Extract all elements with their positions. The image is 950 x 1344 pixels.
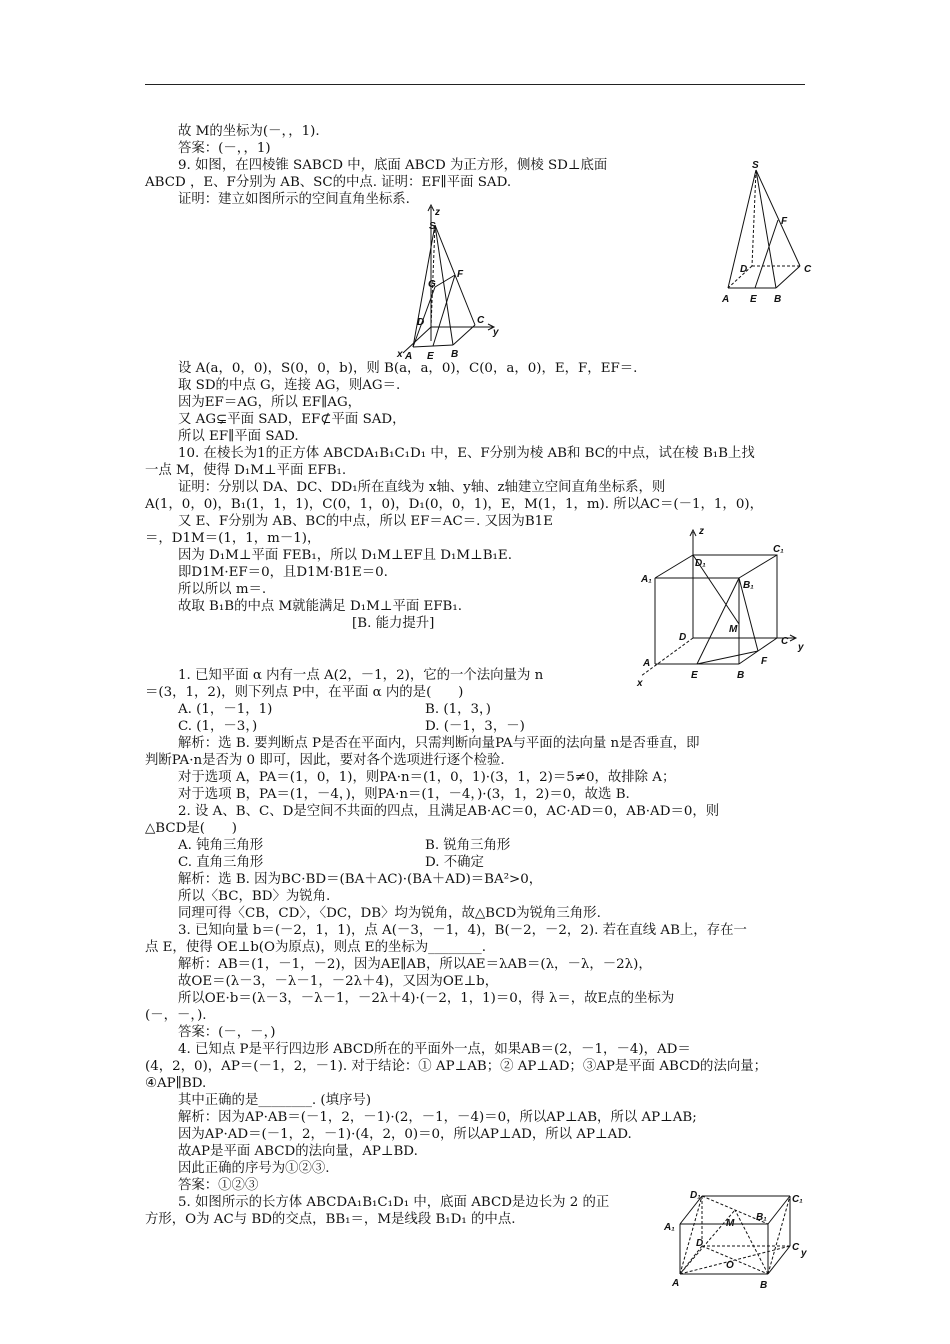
- text-line: 故取 B₁B的中点 M就能满足 D₁M⊥平面 EFB₁.: [178, 599, 463, 614]
- label-F: F: [761, 656, 768, 667]
- label-B: B: [451, 349, 459, 360]
- label-B1: B₁: [756, 1212, 767, 1223]
- text-line: 1. 已知平面 α 内有一点 A(2，－1，2)，它的一个法向量为 n: [178, 668, 544, 683]
- text-line: 因为 D₁M⊥平面 FEB₁，所以 D₁M⊥EF且 D₁M⊥B₁E.: [178, 548, 512, 563]
- text-line: 3. 已知向量 b＝(－2，1，1)，点 A(－3，－1，4)，B(－2，－2，2). 若在直线 AB上，存在一: [178, 923, 747, 938]
- text-line: 设 A(a，0，0)，S(0，0，b)，则 B(a，a，0)，C(0，a，0)，E，F，EF＝.: [178, 361, 638, 376]
- label-B1: B₁: [743, 580, 754, 591]
- text-line: 4. 已知点 P是平行四边形 ABCD所在的平面外一点，如果AB＝(2，－1，－4)，AD＝: [178, 1042, 691, 1057]
- section-heading: [B. 能力提升]: [352, 616, 435, 631]
- text-line: 证明：分别以 DA、DC、DD₁所在直线为 x轴、y轴、z轴建立空间直角坐标系，则: [178, 480, 666, 495]
- cuboid-figure: [660, 1188, 810, 1292]
- option-b: B. 锐角三角形: [425, 838, 511, 853]
- text-line: 解析：因为AP·AB＝(－1，2，－1)·(2，－1，－4)＝0，所以AP⊥AB，所以 AP⊥AB;: [178, 1110, 697, 1125]
- label-E: E: [427, 351, 434, 362]
- label-D: D: [417, 317, 425, 328]
- label-D: D: [679, 632, 687, 643]
- label-A: A: [643, 658, 651, 669]
- text-line: 答案：①②③: [178, 1178, 259, 1193]
- text-line: 点 E，使得 OE⊥b(O为原点)，则点 E的坐标为________.: [145, 940, 486, 955]
- axis-z-label: z: [435, 207, 440, 218]
- axis-y-label: y: [493, 327, 499, 338]
- text-line: A(1，0，0)，B₁(1，1，1)，C(0，1，0)，D₁(0，0，1)，E，M(1，1，m). 所以AC＝(－1，1，0)，: [145, 497, 763, 512]
- text-line: 故AP是平面 ABCD的法向量，AP⊥BD.: [178, 1144, 418, 1159]
- option-d: D. (－1，3，－): [425, 719, 525, 734]
- label-O: O: [726, 1260, 734, 1271]
- text-line: 解析：AB＝(1，－1，－2)，因为AE∥AB，所以AE＝λAB＝(λ，－λ，－2λ)，: [178, 957, 652, 972]
- label-A: A: [672, 1278, 680, 1289]
- option-c: C. (1，－3，): [178, 719, 258, 734]
- label-D: D: [696, 1238, 704, 1249]
- text-line: 答案：(－，，1): [178, 141, 271, 156]
- text-line: 5. 如图所示的长方体 ABCDA₁B₁C₁D₁ 中，底面 ABCD是边长为 2 的正: [178, 1195, 610, 1210]
- text-line: 判断PA·n是否为 0 即可，因此，要对各个选项进行逐个检验.: [145, 753, 505, 768]
- axis-z-label: z: [699, 526, 704, 537]
- pyramid-figure: [720, 160, 820, 310]
- label-A: A: [405, 351, 413, 362]
- text-line: 解析：选 B. 因为BC·BD＝(BA＋AC)·(BA＋AD)＝BA²>0，: [178, 872, 543, 887]
- text-line: 10. 在棱长为1的正方体 ABCDA₁B₁C₁D₁ 中，E、F分别为棱 AB和 BC的中点，试在棱 B₁B上找: [178, 446, 755, 461]
- axis-y-label: y: [801, 1248, 807, 1259]
- text-line: 又 E、F分别为 AB、BC的中点，所以 EF＝AC＝. 又因为B1E: [178, 514, 553, 529]
- label-A: A: [722, 294, 730, 305]
- text-line: ＝(3，1，2)，则下列点 P中，在平面 α 内的是( ): [145, 685, 464, 700]
- label-C: C: [781, 636, 789, 647]
- text-line: 9. 如图，在四棱锥 SABCD 中，底面 ABCD 为正方形，侧棱 SD⊥底面: [178, 158, 608, 173]
- text-line: 故OE＝(λ－3，－λ－1，－2λ＋4)，又因为OE⊥b，: [178, 974, 499, 989]
- label-C: C: [804, 264, 812, 275]
- label-C: C: [477, 315, 485, 326]
- text-line: 所以所以 m＝.: [178, 582, 267, 597]
- text-line: 证明：建立如图所示的空间直角坐标系.: [178, 192, 410, 207]
- option-a: A. 钝角三角形: [178, 838, 264, 853]
- label-D1: D₁: [695, 558, 706, 569]
- option-c: C. 直角三角形: [178, 855, 264, 870]
- text-line: ＝，D1M＝(1，1，m－1)，: [145, 531, 321, 546]
- cube-figure: [635, 526, 815, 691]
- label-E: E: [750, 294, 757, 305]
- label-F: F: [457, 269, 464, 280]
- pyramid-axes-figure: [395, 203, 505, 363]
- text-line: 答案：(－，－，): [178, 1025, 276, 1040]
- axis-x-label: x: [637, 678, 643, 689]
- text-line: ABCD ，E、F分别为 AB、SC的中点. 证明：EF∥平面 SAD.: [145, 175, 512, 190]
- label-G: G: [428, 279, 436, 290]
- option-d: D. 不确定: [425, 855, 484, 870]
- text-line: ④AP∥BD.: [145, 1076, 207, 1091]
- text-line: 所以OE·b＝(λ－3，－λ－1，－2λ＋4)·(－2，1，1)＝0，得 λ＝，故E点的坐标为: [178, 991, 675, 1006]
- text-line: 取 SD的中点 G，连接 AG，则AG＝.: [178, 378, 401, 393]
- label-D: D: [740, 264, 748, 275]
- text-line: 一点 M，使得 D₁M⊥平面 EFB₁.: [145, 463, 347, 478]
- text-line: 方形，O为 AC与 BD的交点，BB₁＝，M是线段 B₁D₁ 的中点.: [145, 1212, 516, 1227]
- label-S: S: [429, 221, 436, 232]
- text-line: 所以 EF∥平面 SAD.: [178, 429, 299, 444]
- text-line: 即D1M·EF＝0，且D1M·B1E＝0.: [178, 565, 388, 580]
- text-line: 所以〈BC，BD〉为锐角.: [178, 889, 331, 904]
- text-line: 同理可得〈CB，CD〉，〈DC，DB〉均为锐角，故△BCD为锐角三角形.: [178, 906, 601, 921]
- label-B: B: [737, 670, 745, 681]
- text-line: 解析：选 B. 要判断点 P是否在平面内，只需判断向量PA与平面的法向量 n是否垂直，即: [178, 736, 700, 751]
- text-line: 又 AG⊊平面 SAD，EF⊄平面 SAD，: [178, 412, 406, 427]
- text-line: (－，－，).: [145, 1008, 207, 1023]
- text-line: (4，2，0)，AP＝(－1，2，－1). 对于结论：① AP⊥AB；② AP⊥AD；③AP是平面 ABCD的法向量；: [145, 1059, 768, 1074]
- axis-x-label: x: [397, 349, 403, 360]
- text-line: 因为EF＝AG，所以 EF∥AG，: [178, 395, 362, 410]
- label-C1: C₁: [773, 544, 784, 555]
- text-line: 故 M的坐标为(－，，1).: [178, 124, 320, 139]
- label-B: B: [760, 1280, 768, 1291]
- option-a: A. (1，－1，1): [178, 702, 273, 717]
- text-line: 其中正确的是________. (填序号): [178, 1093, 372, 1108]
- label-F: F: [781, 216, 788, 227]
- text-line: 因为AP·AD＝(－1，2，－1)·(4，2，0)＝0，所以AP⊥AD，所以 AP⊥AD.: [178, 1127, 632, 1142]
- label-E: E: [691, 670, 698, 681]
- text-line: 因此正确的序号为①②③.: [178, 1161, 330, 1176]
- text-line: 对于选项 B，PA＝(1，－4，)，则PA·n＝(1，－4，)·(3，1，2)＝0，故选 B.: [178, 787, 630, 802]
- label-M: M: [726, 1218, 735, 1229]
- label-S: S: [752, 160, 759, 171]
- text-line: 对于选项 A，PA＝(1，0，1)，则PA·n＝(1，0，1)·(3，1，2)＝5≠0，故排除 A；: [178, 770, 676, 785]
- label-M: M: [729, 624, 738, 635]
- axis-y-label: y: [798, 642, 804, 653]
- header-rule: [145, 84, 805, 85]
- label-A1: A₁: [664, 1222, 675, 1233]
- label-C: C: [792, 1242, 800, 1253]
- label-D1: D₁: [690, 1190, 701, 1201]
- text-line: 2. 设 A、B、C、D是空间不共面的四点，且满足AB·AC＝0，AC·AD＝0，AB·AD＝0，则: [178, 804, 720, 819]
- label-B: B: [774, 294, 782, 305]
- option-b: B. (1，3，): [425, 702, 491, 717]
- label-C1: C₁: [792, 1194, 803, 1205]
- label-A1: A₁: [641, 574, 652, 585]
- text-line: △BCD是( ): [145, 821, 237, 836]
